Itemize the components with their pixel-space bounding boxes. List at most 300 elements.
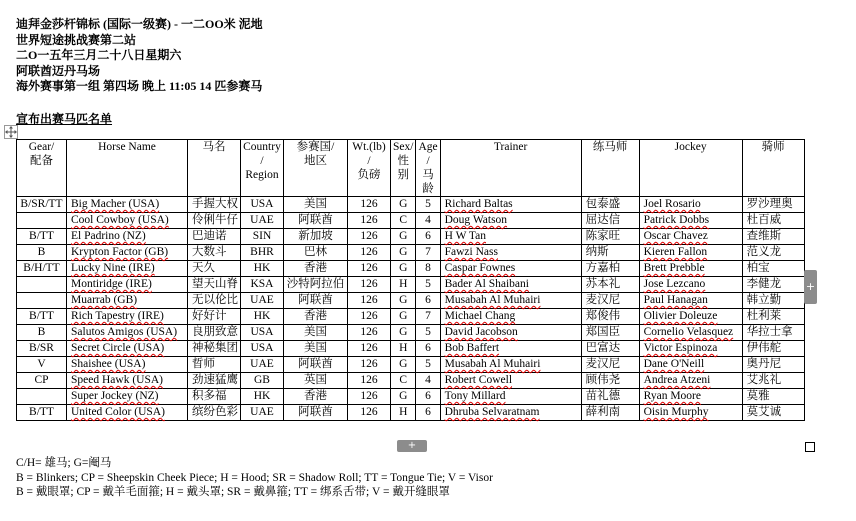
cell-text: 香港 xyxy=(304,390,327,402)
cell-text: United Color (USA) xyxy=(71,406,165,418)
cell-text: 苏本礼 xyxy=(585,278,621,290)
cell-horse_cn[interactable] xyxy=(188,197,241,213)
cell-trainer[interactable] xyxy=(440,213,581,229)
cell-text: 缤纷色彩 xyxy=(192,406,238,418)
cell-text: 顾伟尧 xyxy=(585,374,621,386)
cell-horse_en[interactable] xyxy=(67,277,188,293)
cell-text: 无以伦比 xyxy=(192,294,238,306)
cell-text: 6 xyxy=(425,294,431,306)
cell-wt[interactable] xyxy=(348,341,391,357)
cell-wt[interactable] xyxy=(348,389,391,405)
table-move-handle-icon[interactable] xyxy=(4,125,18,139)
cell-horse_cn[interactable] xyxy=(188,245,241,261)
cell-horse_en[interactable] xyxy=(67,261,188,277)
cell-text: 李健龙 xyxy=(746,278,782,290)
cell-trainer[interactable] xyxy=(440,405,581,421)
cell-trainer_cn[interactable] xyxy=(581,277,639,293)
table-row xyxy=(17,309,805,325)
cell-trainer_cn[interactable] xyxy=(581,261,639,277)
cell-country_cn[interactable] xyxy=(284,373,348,389)
cell-wt[interactable] xyxy=(348,309,391,325)
cell-text: 巴迪诺 xyxy=(192,230,227,242)
cell-text: 5 xyxy=(425,326,431,338)
cell-text: 麦汉尼 xyxy=(585,294,621,306)
table-row xyxy=(17,389,805,405)
column-header-horse_cn xyxy=(188,140,241,197)
cell-text: 苗礼德 xyxy=(585,390,621,402)
cell-age[interactable] xyxy=(416,229,440,245)
cell-text: UAE xyxy=(250,214,274,226)
cell-country_cn[interactable] xyxy=(284,229,348,245)
cell-jockey_cn[interactable] xyxy=(742,389,804,405)
cell-horse_cn[interactable] xyxy=(188,229,241,245)
cell-wt[interactable] xyxy=(348,277,391,293)
cell-age[interactable] xyxy=(416,261,440,277)
cell-text: SIN xyxy=(252,230,272,242)
cell-text: Jose Lezcano xyxy=(643,278,706,290)
cell-text: Rich Tapestry (IRE) xyxy=(71,310,164,322)
cell-text: UAE xyxy=(250,294,274,306)
table-row xyxy=(17,277,805,293)
cell-gear[interactable] xyxy=(17,277,67,293)
cell-text: 沙特阿拉伯 xyxy=(286,278,345,290)
cell-age[interactable] xyxy=(416,277,440,293)
race-date: 二O一五年三月二十八日星期六 xyxy=(16,48,182,62)
table-row xyxy=(17,325,805,341)
cell-jockey[interactable] xyxy=(639,277,742,293)
cell-text: 6 xyxy=(425,342,431,354)
cell-gear[interactable] xyxy=(17,389,67,405)
cell-sex[interactable] xyxy=(391,245,416,261)
cell-text: G xyxy=(399,294,408,306)
cell-text: USA xyxy=(250,326,274,338)
add-column-button[interactable]: + xyxy=(804,270,817,304)
cell-age[interactable] xyxy=(416,341,440,357)
cell-gear[interactable] xyxy=(17,341,67,357)
cell-trainer_cn[interactable] xyxy=(581,293,639,309)
column-header-trainer xyxy=(440,140,581,197)
cell-country_cn[interactable] xyxy=(284,261,348,277)
cell-age[interactable] xyxy=(416,325,440,341)
column-header-line: 地区 xyxy=(304,155,327,167)
cell-text: 5 xyxy=(425,278,431,290)
cell-trainer[interactable] xyxy=(440,341,581,357)
cell-text: Joel Rosario xyxy=(643,198,701,210)
column-header-line: 骑师 xyxy=(761,141,785,153)
cell-text: 126 xyxy=(360,310,378,322)
cell-country[interactable] xyxy=(241,277,284,293)
cell-jockey_cn[interactable] xyxy=(742,405,804,421)
cell-wt[interactable] xyxy=(348,229,391,245)
cell-jockey_cn[interactable] xyxy=(742,245,804,261)
cell-text: B/TT xyxy=(29,406,54,418)
cell-horse_cn[interactable] xyxy=(188,357,241,373)
cell-text: 查维斯 xyxy=(746,230,782,242)
cell-jockey[interactable] xyxy=(639,197,742,213)
column-header-jockey_cn xyxy=(742,140,804,197)
column-header-line: / xyxy=(426,155,430,167)
cell-country_cn[interactable] xyxy=(284,197,348,213)
cell-jockey_cn[interactable] xyxy=(742,229,804,245)
cell-trainer[interactable] xyxy=(440,293,581,309)
cell-gear[interactable] xyxy=(17,229,67,245)
cell-age[interactable] xyxy=(416,309,440,325)
cell-sex[interactable] xyxy=(391,373,416,389)
cell-horse_en[interactable] xyxy=(67,325,188,341)
cell-sex[interactable] xyxy=(391,213,416,229)
cell-text: B/TT xyxy=(29,310,54,322)
cell-text: Big Macher (USA) xyxy=(71,198,160,210)
cell-text: 阿联酋 xyxy=(298,214,333,226)
cell-sex[interactable] xyxy=(391,357,416,373)
cell-horse_en[interactable] xyxy=(67,293,188,309)
cell-text: 126 xyxy=(360,262,378,274)
cell-text: Richard Baltas xyxy=(444,198,513,210)
cell-gear[interactable] xyxy=(17,373,67,389)
cell-text: Doug Watson xyxy=(444,214,508,226)
cell-horse_cn[interactable] xyxy=(188,389,241,405)
cell-jockey[interactable] xyxy=(639,293,742,309)
cell-horse_cn[interactable] xyxy=(188,293,241,309)
cell-text: 6 xyxy=(425,390,431,402)
column-header-horse_en xyxy=(67,140,188,197)
cell-horse_cn[interactable] xyxy=(188,341,241,357)
cell-text: Ryan Moore xyxy=(643,390,701,402)
cell-horse_en[interactable] xyxy=(67,357,188,373)
cell-horse_cn[interactable] xyxy=(188,309,241,325)
cell-jockey_cn[interactable] xyxy=(742,325,804,341)
cell-text: G xyxy=(399,358,408,370)
cell-text: 积多福 xyxy=(192,390,227,402)
cell-wt[interactable] xyxy=(348,405,391,421)
cell-text: Muarrab (GB) xyxy=(71,294,138,306)
cell-jockey[interactable] xyxy=(639,213,742,229)
cell-wt[interactable] xyxy=(348,373,391,389)
cell-country_cn[interactable] xyxy=(284,325,348,341)
cell-country_cn[interactable] xyxy=(284,213,348,229)
cell-country_cn[interactable] xyxy=(284,309,348,325)
cell-horse_en[interactable] xyxy=(67,373,188,389)
cell-text: G xyxy=(399,198,408,210)
cell-text: 杜利莱 xyxy=(746,310,782,322)
cell-text: Andrea Atzeni xyxy=(643,374,711,386)
column-header-line: Gear/ xyxy=(28,141,55,153)
cell-age[interactable] xyxy=(416,293,440,309)
cell-horse_en[interactable] xyxy=(67,213,188,229)
column-header-line: 负磅 xyxy=(357,169,381,181)
cell-sex[interactable] xyxy=(391,309,416,325)
cell-text: 劲速猛鹰 xyxy=(192,374,238,386)
cell-text: B xyxy=(37,326,46,338)
cell-country_cn[interactable] xyxy=(284,341,348,357)
cell-trainer[interactable] xyxy=(440,229,581,245)
cell-horse_cn[interactable] xyxy=(188,325,241,341)
cell-text: HK xyxy=(253,390,271,402)
cell-gear[interactable] xyxy=(17,197,67,213)
cell-trainer_cn[interactable] xyxy=(581,245,639,261)
cell-text: 7 xyxy=(425,246,431,258)
cell-sex[interactable] xyxy=(391,341,416,357)
cell-horse_cn[interactable] xyxy=(188,405,241,421)
cell-trainer[interactable] xyxy=(440,389,581,405)
cell-text: V xyxy=(37,358,46,370)
column-header-line: Country xyxy=(243,141,281,153)
cell-country_cn[interactable] xyxy=(284,357,348,373)
cell-horse_cn[interactable] xyxy=(188,261,241,277)
cell-text: 柏宝 xyxy=(746,262,770,274)
column-header-line: Trainer xyxy=(493,141,528,153)
cell-jockey_cn[interactable] xyxy=(742,373,804,389)
cell-sex[interactable] xyxy=(391,197,416,213)
table-resize-handle[interactable] xyxy=(805,442,815,452)
cell-text: 薛利南 xyxy=(585,406,621,418)
cell-text: Fawzi Nass xyxy=(444,246,498,258)
cell-sex[interactable] xyxy=(391,405,416,421)
cell-gear[interactable] xyxy=(17,405,67,421)
cell-text: G xyxy=(399,262,408,274)
cell-country[interactable] xyxy=(241,405,284,421)
cell-text: Cornelio Velasquez xyxy=(643,326,734,338)
cell-trainer_cn[interactable] xyxy=(581,357,639,373)
cell-text: 5 xyxy=(425,358,431,370)
table-row xyxy=(17,373,805,389)
cell-text: Lucky Nine (IRE) xyxy=(71,262,155,274)
entries-table-wrap xyxy=(16,139,805,421)
cell-text: 126 xyxy=(360,214,378,226)
cell-sex[interactable] xyxy=(391,261,416,277)
cell-gear[interactable] xyxy=(17,325,67,341)
cell-wt[interactable] xyxy=(348,261,391,277)
cell-text: G xyxy=(399,230,408,242)
cell-jockey[interactable] xyxy=(639,405,742,421)
cell-sex[interactable] xyxy=(391,229,416,245)
cell-text: UAE xyxy=(250,406,274,418)
cell-jockey[interactable] xyxy=(639,373,742,389)
cell-text: 4 xyxy=(425,214,431,226)
cell-age[interactable] xyxy=(416,245,440,261)
cell-text: 包泰盛 xyxy=(585,198,621,210)
cell-trainer_cn[interactable] xyxy=(581,405,639,421)
cell-country[interactable] xyxy=(241,261,284,277)
table-row xyxy=(17,197,805,213)
cell-jockey_cn[interactable] xyxy=(742,261,804,277)
cell-horse_en[interactable] xyxy=(67,405,188,421)
cell-sex[interactable] xyxy=(391,277,416,293)
column-header-line: 性 xyxy=(397,155,409,167)
cell-jockey[interactable] xyxy=(639,245,742,261)
table-row xyxy=(17,405,805,421)
cell-text: Speed Hawk (USA) xyxy=(71,374,163,386)
cell-country[interactable] xyxy=(241,341,284,357)
cell-country[interactable] xyxy=(241,309,284,325)
cell-text: 126 xyxy=(360,230,378,242)
cell-text: B/SR/TT xyxy=(20,198,63,210)
entries-table xyxy=(16,139,805,421)
cell-trainer_cn[interactable] xyxy=(581,325,639,341)
race-header xyxy=(16,17,263,95)
cell-horse_en[interactable] xyxy=(67,229,188,245)
cell-text: 方嘉柏 xyxy=(585,262,621,274)
cell-sex[interactable] xyxy=(391,325,416,341)
cell-text: 阿联酋 xyxy=(298,406,333,418)
cell-age[interactable] xyxy=(416,373,440,389)
cell-trainer_cn[interactable] xyxy=(581,309,639,325)
cell-trainer[interactable] xyxy=(440,197,581,213)
cell-trainer[interactable] xyxy=(440,309,581,325)
cell-country[interactable] xyxy=(241,197,284,213)
cell-country[interactable] xyxy=(241,373,284,389)
cell-text: G xyxy=(399,246,408,258)
cell-wt[interactable] xyxy=(348,197,391,213)
cell-text: David Jacobson xyxy=(444,326,518,338)
cell-horse_en[interactable] xyxy=(67,197,188,213)
cell-text: El Padrino (NZ) xyxy=(71,230,146,242)
cell-text: Salutos Amigos (USA) xyxy=(71,326,178,338)
legend-gear-en: B = Blinkers; CP = Sheepskin Cheek Piece; H = Hood; SR = Shadow Roll; TT = Tongue Tie; V = Visor xyxy=(16,471,493,484)
cell-age[interactable] xyxy=(416,197,440,213)
race-info: 海外赛事第一组 第四场 晚上 11:05 14 匹参赛马 xyxy=(16,79,263,93)
column-header-line: 配备 xyxy=(30,155,53,167)
cell-jockey_cn[interactable] xyxy=(742,277,804,293)
cell-jockey_cn[interactable] xyxy=(742,357,804,373)
cell-text: 好好计 xyxy=(192,310,227,322)
cell-trainer_cn[interactable] xyxy=(581,197,639,213)
cell-trainer[interactable] xyxy=(440,325,581,341)
cell-text: B/TT xyxy=(29,230,54,242)
cell-text: BHR xyxy=(250,246,274,258)
cell-text: HK xyxy=(253,262,271,274)
cell-jockey_cn[interactable] xyxy=(742,213,804,229)
cell-jockey[interactable] xyxy=(639,357,742,373)
cell-text: USA xyxy=(250,342,274,354)
cell-text: 大数斗 xyxy=(192,246,227,258)
cell-sex[interactable] xyxy=(391,293,416,309)
cell-text: 126 xyxy=(360,198,378,210)
cell-jockey[interactable] xyxy=(639,261,742,277)
cell-text: Robert Cowell xyxy=(444,374,513,386)
cell-trainer_cn[interactable] xyxy=(581,373,639,389)
cell-text: H W Tan xyxy=(444,230,486,242)
cell-country[interactable] xyxy=(241,325,284,341)
cell-trainer_cn[interactable] xyxy=(581,341,639,357)
cell-gear[interactable] xyxy=(17,357,67,373)
cell-country[interactable] xyxy=(241,293,284,309)
cell-jockey_cn[interactable] xyxy=(742,197,804,213)
cell-horse_en[interactable] xyxy=(67,309,188,325)
add-row-button[interactable]: + xyxy=(397,440,427,452)
cell-jockey_cn[interactable] xyxy=(742,293,804,309)
cell-trainer[interactable] xyxy=(440,277,581,293)
cell-wt[interactable] xyxy=(348,245,391,261)
table-body xyxy=(17,197,805,421)
cell-country[interactable] xyxy=(241,213,284,229)
race-venue: 阿联酋迈丹马场 xyxy=(16,63,101,78)
column-header-wt xyxy=(348,140,391,197)
cell-gear[interactable] xyxy=(17,293,67,309)
cell-text: 范义龙 xyxy=(746,246,782,258)
cell-age[interactable] xyxy=(416,405,440,421)
cell-jockey[interactable] xyxy=(639,229,742,245)
cell-horse_cn[interactable] xyxy=(188,277,241,293)
cell-text: 6 xyxy=(425,406,431,418)
cell-trainer_cn[interactable] xyxy=(581,229,639,245)
cell-jockey[interactable] xyxy=(639,309,742,325)
column-header-trainer_cn xyxy=(581,140,639,197)
cell-text: 晢师 xyxy=(192,358,215,370)
cell-age[interactable] xyxy=(416,357,440,373)
cell-horse_en[interactable] xyxy=(67,341,188,357)
table-row xyxy=(17,229,805,245)
cell-trainer[interactable] xyxy=(440,261,581,277)
cell-horse_en[interactable] xyxy=(67,245,188,261)
cell-country_cn[interactable] xyxy=(284,245,348,261)
cell-gear[interactable] xyxy=(17,261,67,277)
cell-text: Michael Chang xyxy=(444,310,516,322)
cell-country_cn[interactable] xyxy=(284,293,348,309)
cell-text: 手握大权 xyxy=(192,198,238,210)
cell-country_cn[interactable] xyxy=(284,277,348,293)
cell-country[interactable] xyxy=(241,389,284,405)
cell-text: 8 xyxy=(425,262,431,274)
cell-gear[interactable] xyxy=(17,309,67,325)
cell-wt[interactable] xyxy=(348,357,391,373)
cell-text: Dane O'Neill xyxy=(643,358,705,370)
cell-wt[interactable] xyxy=(348,293,391,309)
cell-country[interactable] xyxy=(241,357,284,373)
cell-horse_cn[interactable] xyxy=(188,373,241,389)
cell-trainer[interactable] xyxy=(440,245,581,261)
cell-gear[interactable] xyxy=(17,245,67,261)
cell-horse_cn[interactable] xyxy=(188,213,241,229)
cell-jockey_cn[interactable] xyxy=(742,309,804,325)
cell-sex[interactable] xyxy=(391,389,416,405)
cell-wt[interactable] xyxy=(348,325,391,341)
cell-jockey[interactable] xyxy=(639,389,742,405)
cell-jockey[interactable] xyxy=(639,341,742,357)
cell-text: 良朋致意 xyxy=(192,326,238,338)
cell-text: 126 xyxy=(360,246,378,258)
cell-text: 屈达信 xyxy=(585,214,621,226)
cell-gear[interactable] xyxy=(17,213,67,229)
cell-trainer_cn[interactable] xyxy=(581,389,639,405)
cell-trainer_cn[interactable] xyxy=(581,213,639,229)
cell-text: 美国 xyxy=(304,198,327,210)
cell-text: 陈家旺 xyxy=(585,230,621,242)
column-header-line: / xyxy=(260,155,264,167)
cell-trainer[interactable] xyxy=(440,373,581,389)
cell-age[interactable] xyxy=(416,389,440,405)
cell-text: 7 xyxy=(425,310,431,322)
column-header-line: 马名 xyxy=(202,141,226,153)
table-row xyxy=(17,357,805,373)
cell-country[interactable] xyxy=(241,245,284,261)
cell-text: Krypton Factor (GB) xyxy=(71,246,169,258)
cell-country_cn[interactable] xyxy=(284,405,348,421)
cell-age[interactable] xyxy=(416,213,440,229)
cell-text: 126 xyxy=(360,406,378,418)
cell-horse_en[interactable] xyxy=(67,389,188,405)
cell-text: Secret Circle (USA) xyxy=(71,342,165,354)
cell-country[interactable] xyxy=(241,229,284,245)
cell-trainer[interactable] xyxy=(440,357,581,373)
column-header-line: Horse Name xyxy=(98,141,156,153)
cell-country_cn[interactable] xyxy=(284,389,348,405)
cell-jockey_cn[interactable] xyxy=(742,341,804,357)
cell-jockey[interactable] xyxy=(639,325,742,341)
cell-text: Dhruba Selvaratnam xyxy=(444,406,540,418)
table-row xyxy=(17,213,805,229)
cell-wt[interactable] xyxy=(348,213,391,229)
